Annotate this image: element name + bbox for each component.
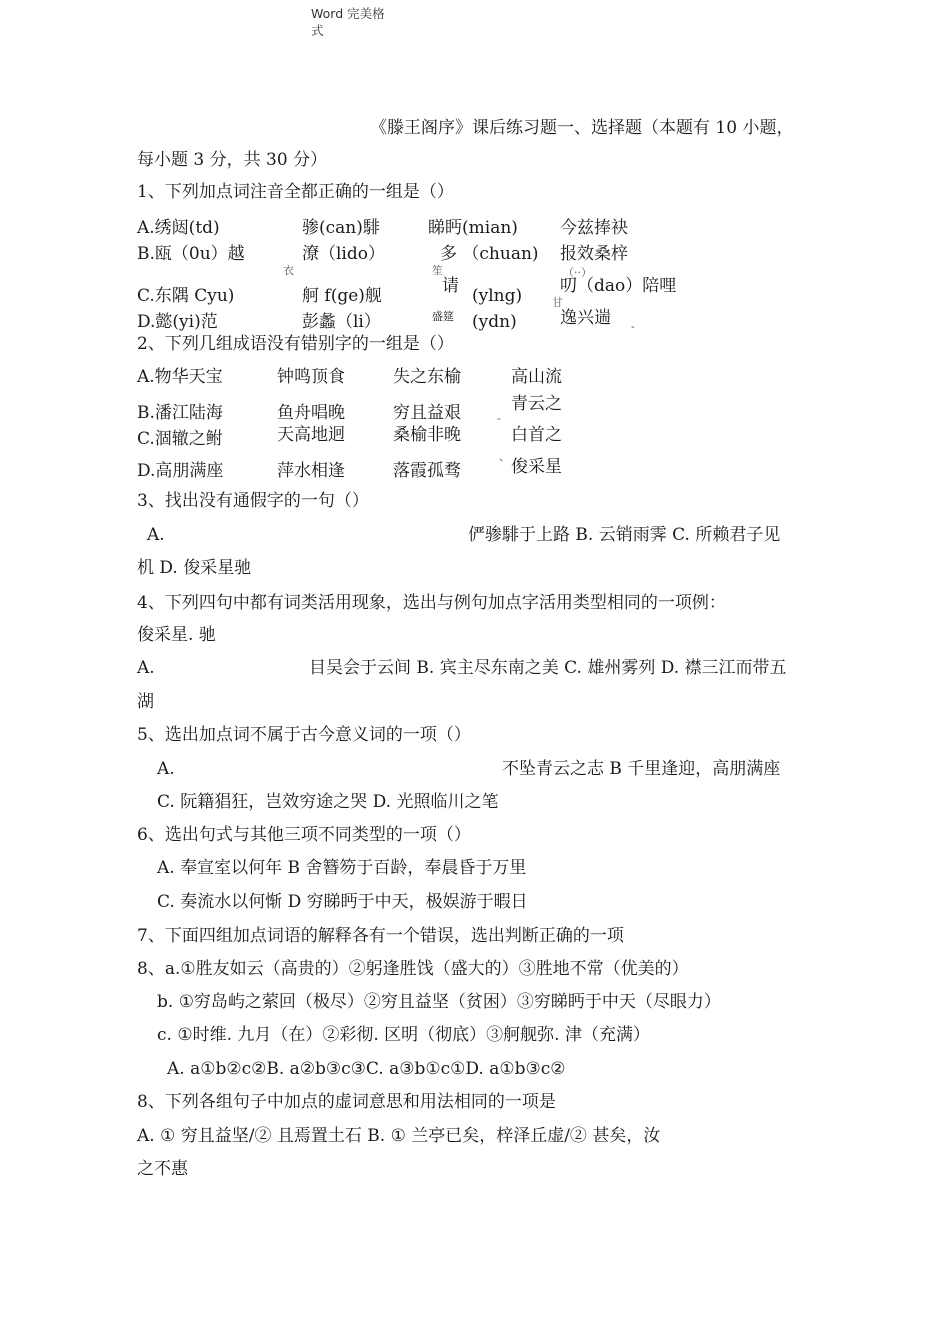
stray-mark: 甘	[552, 296, 563, 309]
header-label: Word 完美格	[311, 6, 385, 21]
q5-option-label: A.	[157, 759, 175, 779]
q2-option-a-col3: 失之东榆	[393, 367, 461, 387]
q2-option-b-col3: 穷且益艰	[393, 403, 461, 423]
stray-mark: 、	[499, 450, 510, 463]
q1-option-c-col1: C.东隅 Cyu)	[137, 286, 235, 306]
q2-option-d-col2: 萍水相逢	[277, 461, 345, 481]
q1-option-d-col5: 逸兴遄	[560, 308, 611, 328]
q2-option-a-col4: 高山流	[511, 367, 562, 387]
question-5-stem: 5、选出加点词不属于古今意义词的一项（）	[137, 725, 471, 745]
q3-option-label: A.	[147, 525, 165, 545]
q1-option-d-col2: 彭蠡（li）	[302, 312, 381, 332]
q1-option-c-col3: 请	[442, 276, 459, 296]
stray-mark: 衣	[283, 264, 294, 277]
q2-option-b-col1: B.潘江陆海	[137, 403, 223, 423]
q1-option-b-col1: B.瓯（0u）越	[137, 244, 245, 264]
question-4-stem: 4、下列四句中都有词类活用现象，选出与例句加点字活用类型相同的一项例：	[137, 593, 726, 613]
q2-option-d-col3: 落霞孤骛	[393, 461, 461, 481]
q7-group-b: b. ①穷岛屿之萦回（极尽）②穷且益坚（贫困）③穷睇眄于中天（尽眼力）	[157, 992, 721, 1012]
q7-group-c: c. ①时维. 九月（在）②彩彻. 区明（彻底）③舸舰弥. 津（充满）	[157, 1025, 650, 1045]
q1-option-d-col1: D.懿(yi)范	[137, 312, 218, 332]
stray-mark: 笙	[432, 264, 443, 277]
q4-options-line2: 湖	[137, 692, 154, 712]
question-6-stem: 6、选出句式与其他三项不同类型的一项（）	[137, 825, 471, 845]
q1-option-a-col2: 骖(can)騑	[302, 218, 380, 238]
page-title: 《滕王阁序》课后练习题一、选择题（本题有 10 小题，	[370, 118, 794, 138]
q7-answer-options: A. a①b②c②B. a②b③c③C. a③b①c①D. a①b③c②	[167, 1059, 566, 1079]
q6-options-line1: A. 奉宣室以何年 B 舍簪笏于百龄，奉晨昏于万里	[157, 858, 527, 878]
question-1-stem: 1、下列加点词注音全都正确的一组是（）	[137, 182, 454, 202]
q1-option-c-col4: (ylng)	[472, 286, 523, 306]
stray-mark: -	[631, 320, 635, 333]
q1-option-c-col2: 舸 f(ge)舰	[302, 286, 382, 306]
q2-option-a-col2: 钟鸣顶食	[277, 367, 345, 387]
question-7-stem: 7、下面四组加点词语的解释各有一个错误，选出判断正确的一项	[137, 926, 624, 946]
q2-option-b-col4: 青云之	[511, 394, 562, 414]
q1-option-a-col4: 今兹捧袂	[560, 218, 628, 238]
q7-group-a: 8、a.①胜友如云（高贵的）②躬逢胜饯（盛大的）③胜地不常（优美的）	[137, 959, 689, 979]
q3-options-line1: 俨骖騑于上路 B. 云销雨霁 C. 所赖君子见	[468, 525, 781, 545]
q1-option-d-col3: 盛筵	[432, 310, 454, 323]
q2-option-b-col2: 鱼舟唱晚	[277, 403, 345, 423]
q2-option-c-col2: 天高地迥	[277, 425, 345, 445]
q1-option-a-col3: 睇眄(mian)	[428, 218, 518, 238]
q8-options-line1: A. ① 穷且益坚/② 且焉置土石 B. ① 兰亭已矣，梓泽丘虚/② 甚矣，汝	[137, 1126, 661, 1146]
q2-option-c-col1: C.涸辙之鲋	[137, 429, 223, 449]
q6-options-line2: C. 奏流水以何惭 D 穷睇眄于中天，极娱游于暇日	[157, 892, 528, 912]
q2-option-a-col1: A.物华天宝	[137, 367, 223, 387]
q4-options-line1: 目吴会于云间 B. 宾主尽东南之美 C. 雄州雾列 D. 襟三江而带五	[309, 658, 787, 678]
stray-mark: （··）	[563, 266, 592, 279]
q5-options-line2: C. 阮籍猖狂，岂效穷途之哭 D. 光照临川之笔	[157, 792, 499, 812]
q2-option-d-col1: D.高朋满座	[137, 461, 224, 481]
q1-option-b-col2: 潦（lido）	[302, 244, 385, 264]
question-2-stem: 2、下列几组成语没有错别字的一组是（）	[137, 334, 454, 354]
q2-option-c-col4: 白首之	[511, 425, 562, 445]
q5-options-line1: 不坠青云之志 B 千里逢迎，高朋满座	[502, 759, 781, 779]
stray-mark: -	[497, 412, 501, 425]
q1-option-b-col4: 报效桑梓	[560, 244, 628, 264]
q8-options-line2: 之不惠	[137, 1159, 188, 1179]
question-3-stem: 3、找出没有通假字的一句（）	[137, 491, 369, 511]
q2-option-d-col4: 俊采星	[511, 457, 562, 477]
q4-example: 俊采星. 驰	[137, 625, 216, 645]
q4-option-label: A.	[137, 658, 155, 678]
q2-option-c-col3: 桑榆非晚	[393, 425, 461, 445]
q1-option-a-col1: A.绣闼(td)	[137, 218, 220, 238]
question-8-stem: 8、下列各组句子中加点的虚词意思和用法相同的一项是	[137, 1092, 556, 1112]
q3-options-line2: 机 D. 俊采星驰	[137, 558, 252, 578]
q1-option-d-col4: (ydn)	[472, 312, 517, 332]
header-label-continued: 式	[311, 23, 324, 38]
q1-option-c-col5: 叨（dao）陪哩	[560, 276, 677, 296]
page-title-continued: 每小题 3 分，共 30 分）	[137, 150, 328, 170]
q1-option-b-col3: 多 （chuan)	[440, 244, 539, 264]
